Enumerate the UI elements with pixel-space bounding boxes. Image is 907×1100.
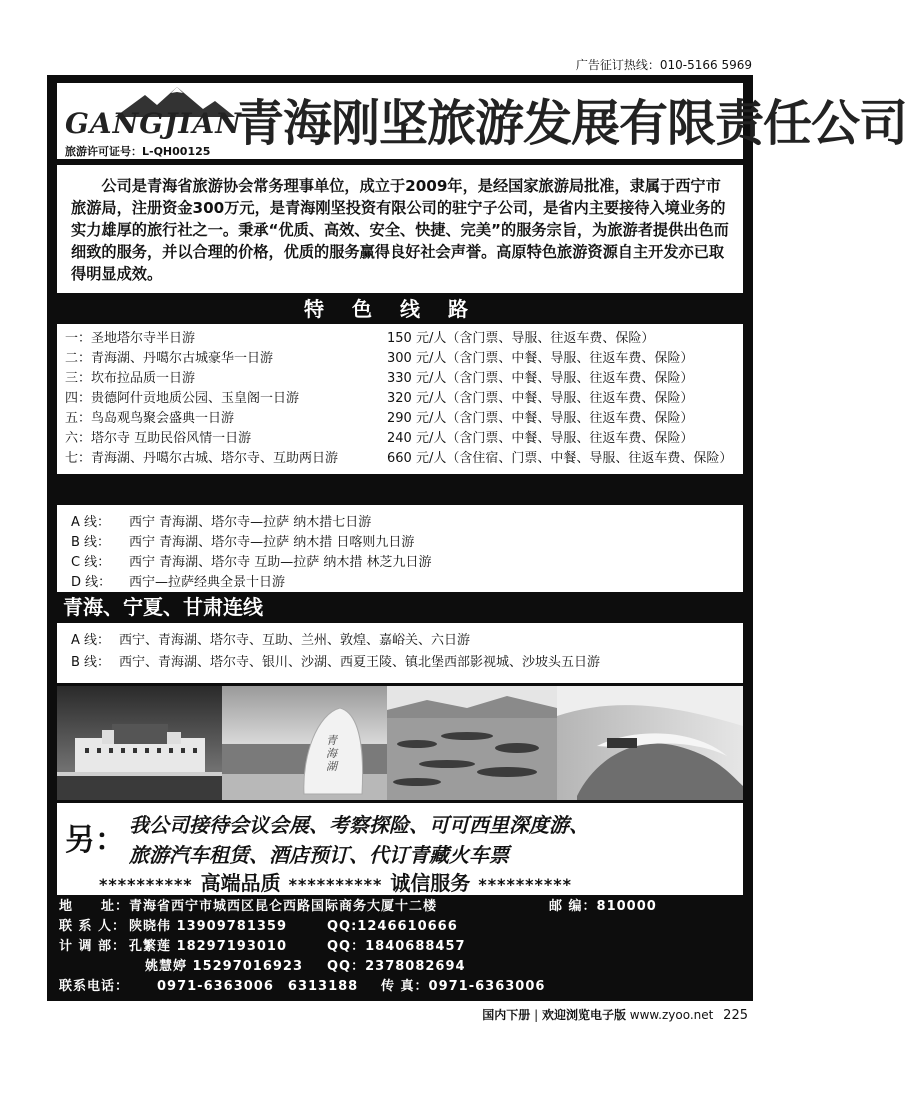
list-item xyxy=(71,630,743,652)
route-price: 150 元/人（含门票、导服、往返车费、保险） xyxy=(387,331,655,346)
line-label: A 线： xyxy=(71,515,111,530)
route-name: 一：圣地塔尔寺半日游 xyxy=(65,331,196,346)
contact-label: 联 系 人： xyxy=(59,919,127,934)
stars-decoration: ********** xyxy=(478,875,573,894)
route-price: 240 元/人（含门票、中餐、导服、往返车费、保险） xyxy=(387,431,694,446)
route-price: 300 元/人（含门票、中餐、导服、往返车费、保险） xyxy=(387,351,694,366)
ad-hotline: 广告征订热线：010-5166 5969 xyxy=(575,58,752,72)
stars-decoration: ********** xyxy=(288,875,383,894)
footer-volume: 国内下册 xyxy=(482,1008,531,1022)
photo-strip xyxy=(57,686,743,800)
combo-lines-title: 青海、宁夏、甘肃连线 xyxy=(63,595,263,619)
footer-welcome: 欢迎浏览电子版 xyxy=(541,1008,626,1022)
fax-value: 传 真：0971-6363006 xyxy=(381,979,546,994)
list-item xyxy=(71,513,743,533)
footer-url: www.zyoo.net xyxy=(629,1008,714,1022)
dispatch-person-1: 孔繁莲 18297193010 xyxy=(129,939,288,954)
slogan-quality: 高端品质 xyxy=(200,871,281,895)
services-line-2: 旅游汽车租赁、酒店预订、代订青藏火车票 xyxy=(129,843,509,867)
other-services xyxy=(57,803,743,895)
dispatch-qq-1: QQ：1840688457 xyxy=(327,939,466,954)
list-item xyxy=(65,369,743,389)
line-label: B 线： xyxy=(71,535,111,550)
line-label: D 线： xyxy=(71,575,112,590)
footer-separator: | xyxy=(534,1008,539,1022)
contact-info xyxy=(57,897,743,997)
route-price: 330 元/人（含门票、中餐、导服、往返车费、保险） xyxy=(387,371,694,386)
page-footer xyxy=(482,1006,748,1023)
list-item xyxy=(65,449,743,469)
qinghai-lake-stone-photo xyxy=(222,686,387,800)
tibet-lines-bar xyxy=(57,476,743,502)
desert-resort-photo xyxy=(557,686,743,800)
route-name: 三：坎布拉品质一日游 xyxy=(65,371,196,386)
logo-text: GANGJIAN xyxy=(65,107,242,140)
contact-qq: QQ:1246610666 xyxy=(327,919,458,934)
route-name: 二：青海湖、丹噶尔古城豪华一日游 xyxy=(65,351,274,366)
line-label: A 线： xyxy=(71,633,111,648)
line-label: C 线： xyxy=(71,555,111,570)
list-item xyxy=(65,409,743,429)
address-value: 青海省西宁市城西区昆仑西路国际商务大厦十二楼 xyxy=(129,899,438,914)
list-item xyxy=(65,389,743,409)
list-item xyxy=(71,533,743,553)
dispatch-person-2: 姚慧婷 15297016923 xyxy=(145,959,304,974)
stars-decoration: ********** xyxy=(99,875,193,894)
contact-person: 陕晓伟 13909781359 xyxy=(129,919,288,934)
potala-palace-photo xyxy=(57,686,222,800)
stone-inscription: 青海湖 xyxy=(326,734,337,773)
address-label: 地 址： xyxy=(59,899,130,914)
dispatch-label: 计 调 部： xyxy=(59,939,127,954)
list-item xyxy=(71,652,743,674)
other-label: 另： xyxy=(65,823,125,858)
company-header xyxy=(57,83,907,159)
list-item xyxy=(71,553,743,573)
company-name: 青海刚坚旅游发展有限责任公司 xyxy=(235,95,907,152)
slogan-line xyxy=(91,867,580,896)
dispatch-qq-2: QQ：2378082694 xyxy=(327,959,466,974)
combo-lines-list xyxy=(57,623,743,683)
phone-value: 0971-6363006 6313188 xyxy=(157,979,359,994)
license-number: 旅游许可证号：L-QH00125 xyxy=(65,145,211,158)
postcode: 邮 编：810000 xyxy=(549,899,657,914)
lake-wetland-photo xyxy=(387,686,557,800)
featured-routes-list xyxy=(57,324,743,474)
route-price: 320 元/人（含门票、中餐、导服、往返车费、保险） xyxy=(387,391,694,406)
line-route: 西宁 青海湖、塔尔寺—拉萨 纳木措 日喀则九日游 xyxy=(129,535,415,550)
list-item xyxy=(65,429,743,449)
phone-label: 联系电话： xyxy=(59,979,130,994)
tibet-lines-list xyxy=(57,505,743,592)
line-route: 西宁、青海湖、塔尔寺、银川、沙湖、西夏王陵、镇北堡西部影视城、沙坡头五日游 xyxy=(119,655,601,670)
list-item xyxy=(65,329,743,349)
route-name: 五：鸟岛观鸟聚会盛典一日游 xyxy=(65,411,235,426)
line-route: 西宁 青海湖、塔尔寺—拉萨 纳木措七日游 xyxy=(129,515,372,530)
company-intro xyxy=(57,165,743,293)
featured-routes-title: 特色线路 xyxy=(304,297,496,321)
services-line-1: 我公司接待会议会展、考察探险、可可西里深度游、 xyxy=(129,813,589,837)
route-name: 六：塔尔寺 互助民俗风情一日游 xyxy=(65,431,252,446)
line-route: 西宁 青海湖、塔尔寺 互助—拉萨 纳木措 林芝九日游 xyxy=(129,555,432,570)
slogan-integrity: 诚信服务 xyxy=(390,871,471,895)
intro-text: 公司是青海省旅游协会常务理事单位，成立于2009年，是经国家旅游局批准，隶属于西宁市旅游局，注册资金300万元，是青海刚坚投资有限公司的驻宁子公司，是省内主要接待入境业务的实力雄厚的旅行社之一。秉承“优质、高效、安全、快捷、完美”的服务宗旨，为旅游者提供出色而细致的服务，并以合理的价格，优质的服务赢得良好社会声誉。高原特色旅游资源自主开发亦已取得明显成效。 xyxy=(71,177,729,283)
route-price: 660 元/人（含住宿、门票、中餐、导服、往返车费、保险） xyxy=(387,451,733,466)
route-name: 四：贵德阿什贡地质公园、玉皇阁一日游 xyxy=(65,391,300,406)
line-route: 西宁、青海湖、塔尔寺、互助、兰州、敦煌、嘉峪关、六日游 xyxy=(119,633,471,648)
page-number: 225 xyxy=(723,1008,748,1023)
list-item xyxy=(71,573,743,593)
list-item xyxy=(65,349,743,369)
route-price: 290 元/人（含门票、中餐、导服、往返车费、保险） xyxy=(387,411,694,426)
line-route: 西宁—拉萨经典全景十日游 xyxy=(129,575,286,590)
line-label: B 线： xyxy=(71,655,111,670)
route-name: 七：青海湖、丹噶尔古城、塔尔寺、互助两日游 xyxy=(65,451,339,466)
